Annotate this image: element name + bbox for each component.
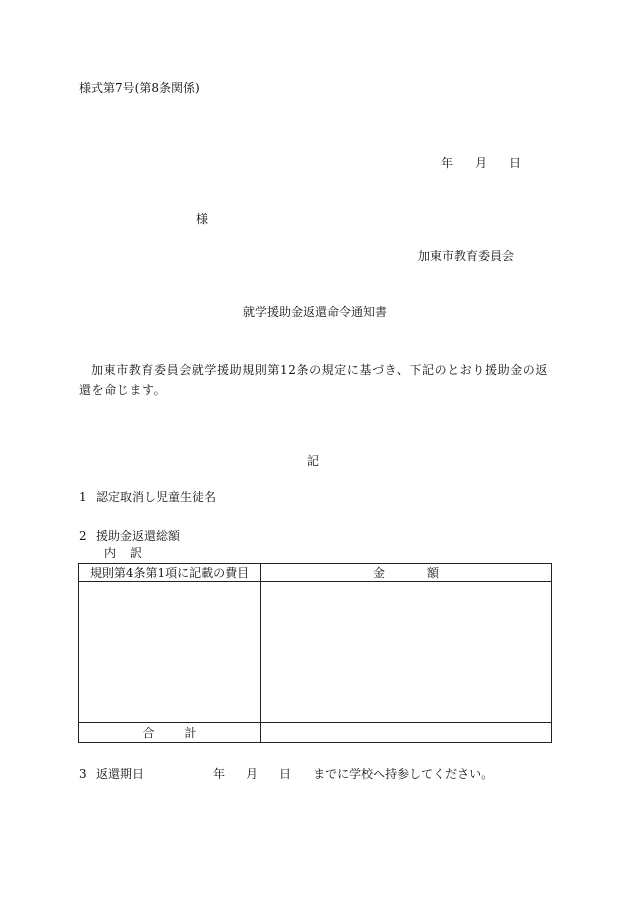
deadline-instruction: までに学校へ持参してください。 [313,767,494,781]
item-2 [79,529,180,543]
item-3 [79,767,493,781]
item-1-number: 1 [79,490,87,504]
table-row [79,582,552,723]
amount-header [261,564,552,582]
total-label: 合計 [142,726,227,740]
deadline-year: 年 [213,767,226,781]
breakdown-char-2: 訳 [130,546,143,560]
item-3-label: 返還期日 [96,767,145,781]
breakdown-label [104,546,142,560]
item-1 [79,490,216,504]
item-1-label: 認定取消し児童生徒名 [96,490,217,504]
date-month: 月 [475,156,488,170]
deadline-month: 月 [246,767,259,781]
issue-date [441,156,521,170]
expense-item-cell[interactable] [79,582,261,723]
item-2-label: 援助金返還総額 [96,529,181,543]
deadline-day: 日 [279,767,292,781]
total-amount-cell[interactable] [261,723,552,743]
date-day: 日 [509,156,522,170]
table-header-row [79,564,552,582]
body-paragraph: 加東市教育委員会就学援助規則第12条の規定に基づき、下記のとおり援助金の返還を命じます。 [79,363,548,397]
total-label-cell [79,723,261,743]
breakdown-table [78,563,552,743]
form-number: 様式第7号(第8条関係) [79,81,200,95]
amount-cell[interactable] [261,582,552,723]
table-total-row [79,723,552,743]
expense-item-header [79,564,261,582]
breakdown-char-1: 内 [104,546,117,560]
item-3-number: 3 [79,767,87,781]
issuer-name: 加東市教育委員会 [418,249,515,263]
document-title: 就学援助金返還命令通知書 [243,305,388,319]
item-2-number: 2 [79,529,87,543]
expense-item-header-text: 規則第4条第1項に記載の費目 [89,566,250,580]
date-year: 年 [441,156,454,170]
ki-heading: 記 [307,454,320,468]
addressee: 様 [196,212,209,226]
amount-header-text: 金額 [372,566,481,580]
